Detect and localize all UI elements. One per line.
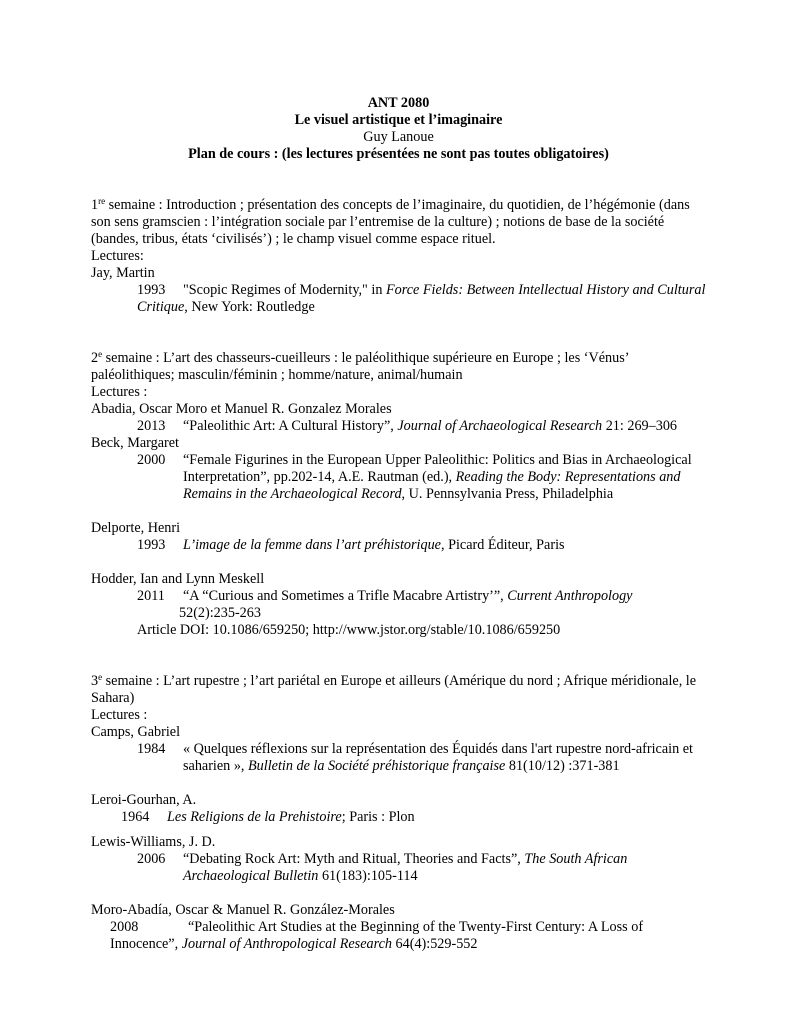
ref-entry: 2008 “Paleolithic Art Studies at the Beginning of the Twenty-First Century: A Loss of Innocence”, Journal of Anthropological Research 64(4):529-552 bbox=[110, 919, 644, 952]
ref-author: Hodder, Ian and Lynn Meskell bbox=[91, 571, 265, 587]
course-plan: Plan de cours : (les lectures présentées ne sont pas toutes obligatoires) bbox=[188, 146, 609, 162]
ref-entry: 2006 “Debating Rock Art: Myth and Ritual, Theories and Facts”, The South African Archaeological Bulletin 61(183):105-114 bbox=[137, 851, 628, 884]
course-author: Guy Lanoue bbox=[363, 129, 434, 145]
week-1-lectures-label: Lectures: bbox=[91, 248, 144, 264]
course-header bbox=[91, 95, 706, 163]
ref-author: Abadia, Oscar Moro et Manuel R. Gonzalez Morales bbox=[91, 401, 392, 417]
ref-entry: 1984 « Quelques réflexions sur la représentation des Équidés dans l'art rupestre nord-africain et saharien », Bulletin de la Société préhistorique française 81(10/12) :371-381 bbox=[137, 741, 693, 774]
course-title: Le visuel artistique et l’imaginaire bbox=[294, 112, 503, 128]
week-1-description: 1re semaine : Introduction ; présentation des concepts de l’imaginaire, du quotidien, de l’hégémonie (dans son sens gramscien : l’intégration sociale par l’entremise de la culture) ; notions de base de la société (bandes, tribus, états ‘civilisés’) ; le champ visuel comme espace rituel. bbox=[91, 196, 690, 247]
ref-author: Leroi-Gourhan, A. bbox=[91, 792, 197, 808]
ref-author: Camps, Gabriel bbox=[91, 724, 181, 740]
week-2-lectures-label: Lectures : bbox=[91, 384, 148, 400]
ref-entry: 2013 “Paleolithic Art: A Cultural History”, Journal of Archaeological Research 21: 269–306 bbox=[137, 418, 678, 434]
ref-author: Beck, Margaret bbox=[91, 435, 179, 451]
ref-doi-link[interactable]: Article DOI: 10.1086/659250; http://www.jstor.org/stable/10.1086/659250 bbox=[137, 622, 561, 638]
ref-author: Moro-Abadía, Oscar & Manuel R. González-Morales bbox=[91, 902, 395, 918]
week-3-lectures-label: Lectures : bbox=[91, 707, 148, 723]
week-2-description: 2e semaine : L’art des chasseurs-cueilleurs : le paléolithique supérieure en Europe ; les ‘Vénus’ paléolithiques; masculin/féminin ; homme/nature, animal/humain bbox=[91, 349, 629, 383]
ref-author: Delporte, Henri bbox=[91, 520, 181, 536]
ref-entry: 1993 "Scopic Regimes of Modernity," in Force Fields: Between Intellectual History and Cultural Critique, New York: Routledge bbox=[137, 282, 706, 315]
week-3-section bbox=[91, 673, 706, 953]
week-1-section bbox=[91, 197, 706, 316]
ref-entry: 2000 “Female Figurines in the European Upper Paleolithic: Politics and Bias in Archaeological Interpretation”, pp.202-14, A.E. Rautman (ed.), Reading the Body: Representations and Remains in the Archaeological Record, U. Pennsylvania Press, Philadelphia bbox=[137, 452, 692, 502]
week-3-description: 3e semaine : L’art rupestre ; l’art pariétal en Europe et ailleurs (Amérique du nord ; Afrique méridionale, le Sahara) bbox=[91, 672, 697, 706]
ref-author: Jay, Martin bbox=[91, 265, 155, 281]
ref-entry: 1993 L’image de la femme dans l’art préhistorique, Picard Éditeur, Paris bbox=[137, 537, 565, 553]
week-2-section bbox=[91, 350, 706, 639]
course-code: ANT 2080 bbox=[367, 95, 430, 111]
ref-entry: 2011 “A “Curious and Sometimes a Trifle Macabre Artistry’”, Current Anthropology 52(2):235-263 bbox=[137, 588, 633, 621]
ref-author: Lewis-Williams, J. D. bbox=[91, 834, 216, 850]
document-page bbox=[91, 95, 706, 953]
ref-entry: 1964 Les Religions de la Prehistoire; Paris : Plon bbox=[121, 809, 415, 825]
